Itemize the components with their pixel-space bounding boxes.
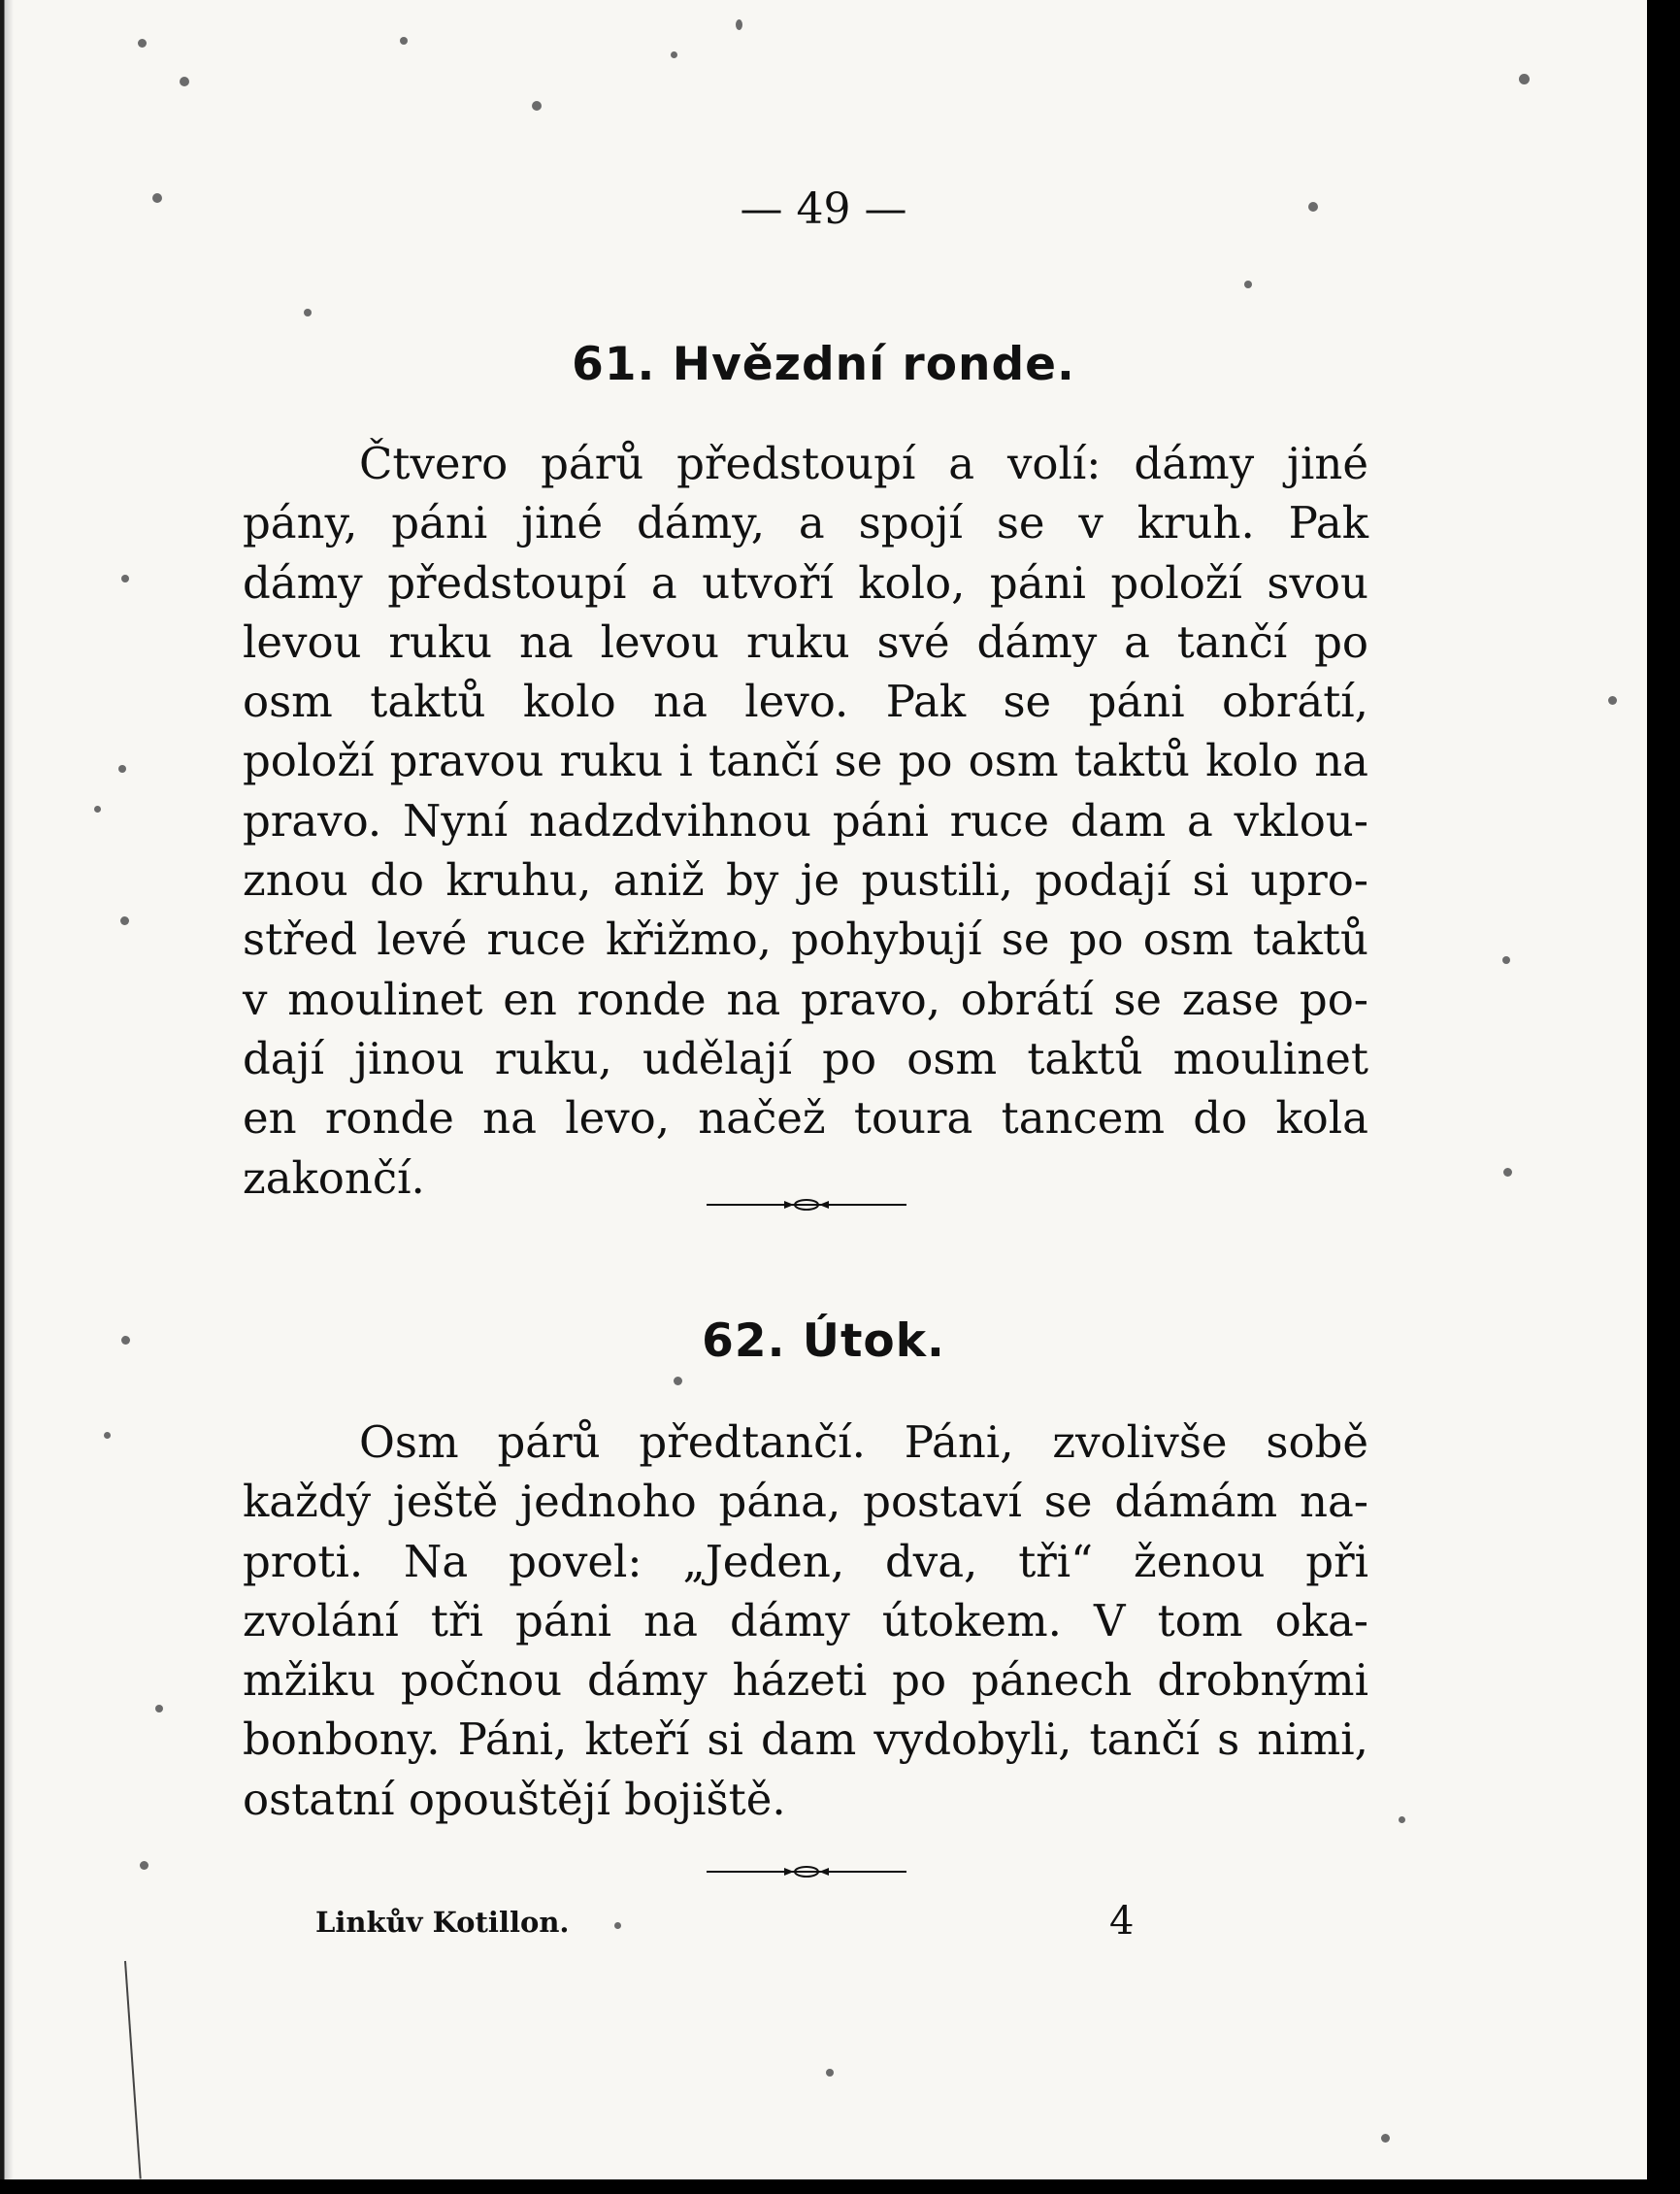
text-line: Čtvero párů předstoupí a volí: dámy jiné [359, 438, 1368, 489]
text-line: každý ještě jednoho pána, postaví se dámám na- [243, 1476, 1368, 1528]
text-line: levou ruku na levou ruku své dámy a tančí po [243, 615, 1368, 668]
ink-speck [532, 101, 542, 111]
section-heading: 62. Útok. [702, 1314, 945, 1368]
ink-speck [614, 1922, 621, 1929]
ink-speck [155, 1705, 163, 1712]
ink-speck [674, 1377, 682, 1385]
text-line: střed levé ruce křižmo, pohybují se po osm taktů [243, 914, 1368, 966]
section-paragraph [243, 1413, 1368, 1829]
text-line: osm taktů kolo na levo. Pak se páni obrátí, [243, 676, 1368, 728]
ink-speck [120, 916, 129, 925]
ink-speck [1519, 74, 1530, 84]
ink-speck [140, 1861, 148, 1870]
text-line: proti. Na povel: „Jeden, dva, tři“ ženou při [243, 1535, 1368, 1587]
text-line: položí pravou ruku i tančí se po osm taktů kolo na [243, 735, 1368, 787]
footer-title: Linkův Kotillon. [315, 1906, 570, 1939]
text-line: en ronde na levo, načež toura tancem do kola [243, 1092, 1368, 1145]
ink-speck [104, 1432, 111, 1439]
section-paragraph [243, 434, 1368, 1208]
page-edge-mark [124, 1961, 142, 2179]
ink-speck [736, 19, 742, 30]
ink-speck [304, 309, 312, 316]
ink-speck [1608, 696, 1617, 705]
section-heading: 61. Hvězdní ronde. [572, 338, 1075, 391]
ink-speck [180, 77, 189, 86]
ink-speck [121, 575, 129, 582]
text-line: ostatní opouštějí bojiště. [243, 1773, 786, 1825]
ink-speck [1244, 281, 1252, 288]
ink-speck [94, 806, 101, 813]
ink-speck [671, 51, 677, 58]
ink-speck [1503, 1168, 1512, 1177]
text-line: zakončí. [243, 1151, 425, 1204]
ornamental-divider [707, 1198, 906, 1212]
page-number: — 49 — [740, 184, 907, 234]
ink-speck [118, 765, 126, 773]
ink-speck [400, 37, 408, 45]
text-line: dají jinou ruku, udělají po osm taktů moulinet [243, 1032, 1368, 1084]
ink-speck [138, 39, 147, 48]
text-line: zvolání tři páni na dámy útokem. V tom oka- [243, 1594, 1368, 1646]
text-line: bonbony. Páni, kteří si dam vydobyli, tančí s nimi, [243, 1713, 1368, 1766]
text-line: v moulinet en ronde na pravo, obrátí se zase po- [243, 973, 1368, 1025]
page-gutter-shadow [0, 0, 16, 2179]
text-line: znou do kruhu, aniž by je pustili, podají si upro- [243, 854, 1368, 907]
signature-mark: 4 [1109, 1899, 1135, 1944]
text-line: mžiku počnou dámy házeti po pánech drobnými [243, 1654, 1368, 1707]
ink-speck [1502, 956, 1510, 964]
ink-speck [1381, 2134, 1390, 2143]
text-line: Osm párů předtančí. Páni, zvolivše sobě [359, 1416, 1368, 1468]
ornamental-divider [707, 1865, 906, 1878]
ink-speck [826, 2069, 834, 2077]
text-line: pány, páni jiné dámy, a spojí se v kruh. Pak [243, 497, 1368, 549]
text-line: pravo. Nyní nadzdvihnou páni ruce dam a vklou- [243, 794, 1368, 847]
ink-speck [1399, 1816, 1405, 1823]
text-line: dámy předstoupí a utvoří kolo, páni položí svou [243, 556, 1368, 609]
